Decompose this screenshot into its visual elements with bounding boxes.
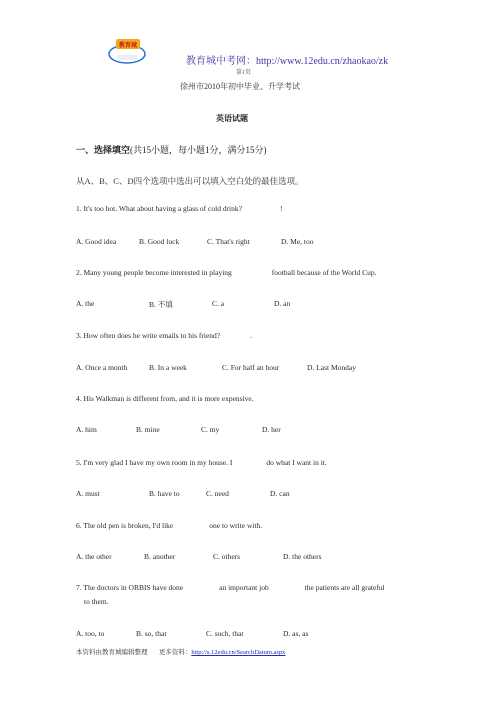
- question-stem-mid: an important job: [219, 583, 269, 592]
- option-a[interactable]: A. must: [76, 489, 100, 498]
- question-stem: 1. It's too hot. What about having a glass of cold drink?: [76, 204, 242, 213]
- option-a[interactable]: A. the other: [76, 552, 112, 561]
- option-c[interactable]: C. That's right: [207, 237, 250, 246]
- footer-more-link[interactable]: http://s.12edu.cn/SearchDatum.aspx: [191, 649, 286, 656]
- instructions: 从A、B、C、D四个选项中选出可以填入空白处的最佳选项。: [76, 176, 304, 186]
- option-d[interactable]: D. can: [270, 489, 290, 498]
- option-c[interactable]: C. such, that: [206, 629, 244, 638]
- section-note: (共15小题，每小题1分，满分15分): [130, 145, 267, 155]
- option-a[interactable]: A. Good idea: [76, 237, 117, 246]
- exam-title: 徐州市2010年初中毕业、升学考试: [180, 82, 300, 91]
- option-b[interactable]: B. so, that: [136, 629, 167, 638]
- option-c[interactable]: C. For half an hour: [222, 363, 280, 372]
- question-2: [76, 268, 376, 277]
- question-stem-end: football because of the World Cup.: [271, 268, 377, 277]
- question-7-continued: to them.: [84, 597, 109, 606]
- section-title: 一、选择填空: [76, 145, 131, 155]
- question-stem-end: one to write with.: [209, 521, 263, 530]
- question-4: [76, 394, 254, 403]
- question-7: [76, 583, 385, 592]
- option-d[interactable]: D. Last Monday: [307, 363, 356, 372]
- option-d[interactable]: D. an: [274, 299, 291, 308]
- option-b[interactable]: B. another: [144, 552, 176, 561]
- page-footer: [76, 647, 285, 656]
- question-1: [76, 204, 282, 213]
- option-b[interactable]: B. 不填: [149, 300, 173, 309]
- header-link[interactable]: 教育城中考网：http://www.12edu.cn/zhaokao/zk: [186, 56, 389, 67]
- site-logo: [107, 36, 147, 66]
- question-stem: 2. Many young people become interested in playing: [76, 268, 232, 277]
- footer-source: 本资料由教育城编辑整理: [76, 649, 148, 656]
- question-stem-end: the patients are all grateful: [304, 583, 385, 592]
- option-a[interactable]: A. him: [76, 425, 97, 434]
- question-stem-end: .: [250, 331, 253, 340]
- option-b[interactable]: B. In a week: [149, 363, 187, 372]
- option-a[interactable]: A. Once a month: [76, 363, 128, 372]
- question-stem-end: do what I want in it.: [266, 458, 327, 467]
- option-a[interactable]: A. the: [76, 299, 95, 308]
- option-d[interactable]: D. the others: [283, 552, 322, 561]
- logo-text: 教育城: [118, 42, 138, 49]
- option-c[interactable]: C. need: [206, 489, 229, 498]
- question-stem: 6. The old pen is broken, I'd like: [76, 521, 174, 530]
- subject-title: 英语试题: [216, 114, 248, 123]
- question-stem: 3. How often does he write emails to his friend?: [76, 331, 221, 340]
- question-stem: 4. His Walkman is different from, and it is more expensive.: [76, 394, 254, 403]
- question-stem: 5. I'm very glad I have my own room in my house. I: [76, 458, 233, 467]
- option-b[interactable]: B. Good luck: [139, 237, 180, 246]
- option-b[interactable]: B. have to: [149, 489, 180, 498]
- option-c[interactable]: C. a: [212, 299, 225, 308]
- question-stem-end: !: [279, 204, 283, 213]
- question-stem: 7. The doctors in ORBIS have done: [76, 583, 184, 592]
- option-b[interactable]: B. mine: [136, 425, 160, 434]
- footer-more-label: 更多资料：: [158, 649, 192, 656]
- option-d[interactable]: D. Me, too: [281, 237, 314, 246]
- option-d[interactable]: D. her: [262, 425, 281, 434]
- option-c[interactable]: C. others: [213, 552, 241, 561]
- question-5: [76, 458, 327, 467]
- question-3: [76, 331, 252, 340]
- page-number: 第1页: [236, 70, 252, 76]
- question-6: [76, 521, 262, 530]
- option-c[interactable]: C. my: [201, 425, 220, 434]
- option-a[interactable]: A. too, to: [76, 629, 105, 638]
- section-heading: [76, 143, 267, 156]
- option-d[interactable]: D. as, as: [283, 629, 309, 638]
